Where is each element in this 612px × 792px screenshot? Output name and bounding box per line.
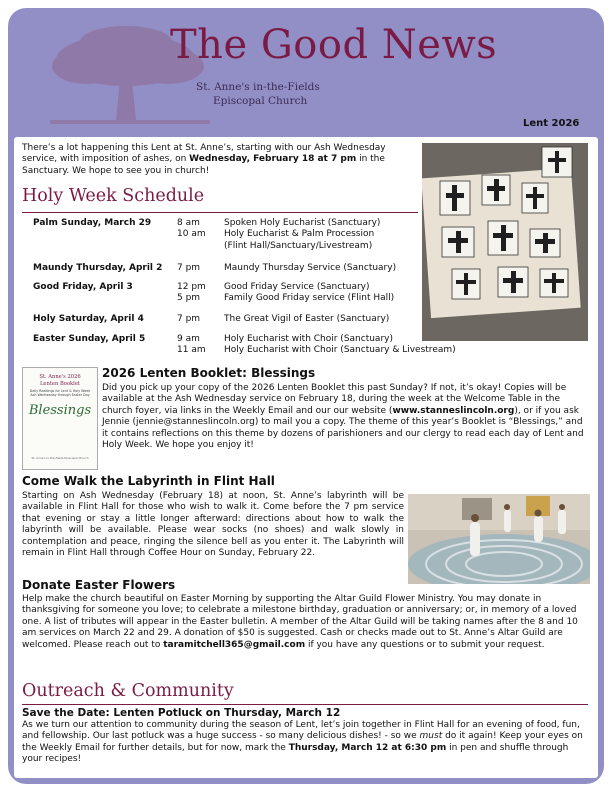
booklet-cover-title [23,374,97,387]
holy-week-rule [22,212,418,213]
schedule-day: Holy Saturday, April 4 [33,314,144,324]
schedule-event: Maundy Thursday Service (Sanctuary) [224,263,397,273]
booklet-cover-title-line: Lenten Booklet [39,380,81,387]
website-link[interactable]: www.stanneslincoln.org [392,405,515,416]
easter-flowers-text: Help make the church beautiful on Easter Morning by supporting the Altar Guild Flower Ministry. You may donate in thanksgiving for someone you love; to celebrate a milestone birthday, graduation or anniversary; or, in memory of a loved one. A list of tributes will appear in the Easter bulletin. A member of the Altar Guild will be taking names after the 8 and 10 am services on March 22 and 29. A donation of $50 is suggested. Cash or checks made out to St. Anne’s Altar Guild are welcomed. Please reach out to [22,594,578,650]
potluck-date: Thursday, March 12 at 6:30 pm [288,742,447,753]
schedule-event: Holy Eucharist with Choir (Sanctuary & Livestream) [224,345,456,356]
schedule-event: The Great Vigil of Easter (Sanctuary) [224,314,390,324]
labyrinth-photo [408,494,590,584]
schedule-time: 5 pm [177,293,201,304]
potluck-emphasis: must [419,731,443,742]
booklet-cover-title-line: St. Anne's 2026 [39,374,81,380]
potluck-heading: Save the Date: Lenten Potluck on Thursday, March 12 [22,707,341,719]
lenten-booklet-paragraph [102,383,588,451]
booklet-cover-image [22,367,98,470]
holy-week-heading: Holy Week Schedule [22,186,205,206]
potluck-paragraph [22,720,588,766]
schedule-time: 8 am [177,218,200,228]
outreach-heading: Outreach & Community [22,681,234,701]
intro-paragraph [22,143,418,177]
issue-label: Lent 2026 [523,118,580,129]
easter-flowers-paragraph [22,594,588,651]
intro-text: There’s a lot happening this Lent at St. Anne’s, starting with our Ash Wednesday service, with imposition of ashes, on [22,143,386,165]
holy-week-schedule [33,218,503,360]
easter-flowers-heading: Donate Easter Flowers [22,578,176,592]
schedule-event: Family Good Friday service (Flint Hall) [224,293,395,304]
schedule-time: 7 pm [177,314,201,324]
schedule-time: 9 am [177,334,200,344]
contact-email-link[interactable]: taramitchell365@gmail.com [163,639,306,650]
easter-flowers-text-end: if you have any questions or to submit your request. [305,639,545,650]
schedule-event: (Flint Hall/Sanctuary/Livestream) [224,240,373,251]
booklet-cover-theme: Blessings [28,403,92,418]
booklet-cover-footer: St. Anne's in-the-Fields Episcopal Church [31,456,89,460]
potluck-text-end: in pen and shuffle through your recipes! [22,742,569,765]
schedule-time: 10 am [177,229,206,240]
masthead-church-name: St. Anne's in-the-Fields [196,81,320,93]
lenten-booklet-heading: 2026 Lenten Booklet: Blessings [102,366,316,380]
potluck-text: As we turn our attention to community during the season of Lent, let’s join together in Flint Hall for an evening of food, fun, and fellowship. Our last potluck was a huge success - so many delicious dishes! - so we [22,720,580,742]
lenten-booklet-text-end: ), or if you ask Jennie (jennie@stanneslincoln.org) to mail you a copy. The theme of this year’s Booklet is “Blessings,” and it contains reflections on this theme by dozens of parishioners and our clergy to read each day of Lent and Holy Week. We hope you enjoy it! [102,405,584,451]
intro-text-end: in the Sanctuary. We hope to see you in church! [22,154,385,176]
schedule-day: Palm Sunday, March 29 [33,218,152,228]
schedule-day: Good Friday, April 3 [33,282,133,292]
labyrinth-heading: Come Walk the Labyrinth in Flint Hall [22,474,275,488]
outreach-rule [22,704,588,705]
schedule-event: Holy Eucharist with Choir (Sanctuary) [224,334,393,344]
masthead-title: The Good News [170,22,498,68]
labyrinth-paragraph: Starting on Ash Wednesday (February 18) at noon, St. Anne’s labyrinth will be available in Flint Hall for those who wish to walk it. Come before the 7 pm service that evening or stay a little longer afterward: directions about how to walk the labyrinth will be available. Please wear socks (no shoes) and walk slowly in contemplation and peace, ringing the silence bell as you enter it. The Labyrinth will remain in Flint Hall through Coffee Hour on Sunday, February 22. [22,491,404,559]
booklet-cover-subtitle [23,389,97,397]
schedule-event: Good Friday Service (Sanctuary) [224,282,370,292]
schedule-day: Easter Sunday, April 5 [33,334,146,344]
booklet-cover-sub-line: Ash Wednesday through Easter Day [30,393,90,398]
potluck-text-middle: do it again! Keep your eyes on the Weekly Email for further details, but for now, mark the [22,731,583,753]
schedule-day: Maundy Thursday, April 2 [33,263,163,273]
schedule-time: 12 pm [177,282,206,292]
schedule-time: 11 am [177,345,206,356]
lenten-booklet-text: Did you pick up your copy of the 2026 Lenten Booklet this past Sunday? If not, it’s okay! Copies will be available at the Ash Wednesday service on February 18, during the week at the Welcome Table in the church foyer, via links in the Weekly Email and our our website ( [102,383,567,416]
intro-date: Wednesday, February 18 at 7 pm [189,154,357,165]
schedule-time: 7 pm [177,263,201,273]
schedule-event: Holy Eucharist & Palm Procession [224,229,375,240]
schedule-event: Spoken Holy Eucharist (Sanctuary) [224,218,381,228]
masthead-denomination: Episcopal Church [213,95,308,107]
booklet-cover-sub-line: Daily Readings for Lent & Holy Week [29,389,91,393]
